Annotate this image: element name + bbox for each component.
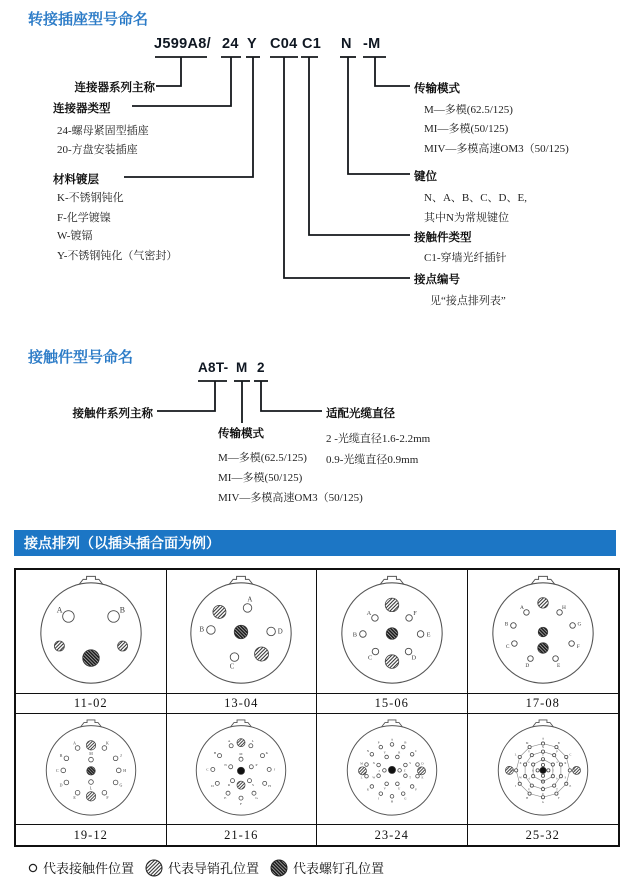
svg-text:j: j bbox=[542, 758, 544, 762]
plating-item: K-不锈钢钝化 bbox=[57, 192, 124, 204]
svg-text:A: A bbox=[72, 739, 76, 745]
plating-item: W-镀镉 bbox=[57, 230, 93, 242]
svg-text:U: U bbox=[397, 786, 401, 791]
svg-text:E: E bbox=[556, 662, 561, 669]
contact-type-item: C1-穿墙光纤插针 bbox=[424, 252, 507, 264]
plating-item: F-化学镀镍 bbox=[57, 212, 111, 224]
connector-diagram-23-24 bbox=[327, 716, 457, 823]
svg-text:D: D bbox=[59, 781, 63, 787]
svg-text:V: V bbox=[383, 786, 386, 791]
diameter-item: 2 -光缆直径1.6-2.2mm bbox=[326, 433, 431, 445]
transmission-mode-label2: 传输模式 bbox=[218, 428, 264, 440]
svg-text:A: A bbox=[247, 595, 253, 603]
connector-diagram-17-08 bbox=[470, 572, 616, 692]
svg-text:L: L bbox=[89, 784, 92, 790]
svg-text:L: L bbox=[514, 753, 517, 757]
svg-text:E: E bbox=[421, 774, 424, 779]
svg-text:c: c bbox=[542, 784, 544, 788]
svg-text:G: G bbox=[255, 795, 259, 800]
svg-text:M: M bbox=[525, 741, 529, 745]
svg-text:A: A bbox=[366, 609, 372, 617]
mode-item: M—多模(62.5/125) bbox=[424, 104, 513, 116]
connector-diagram-15-06 bbox=[319, 572, 465, 692]
mode-item: MIV—多模高速OM3（50/125) bbox=[424, 143, 569, 155]
connector-diagram-cell-15-06 bbox=[317, 570, 468, 694]
svg-text:X: X bbox=[519, 761, 522, 765]
connector-diagram-cell-17-08 bbox=[468, 570, 619, 694]
svg-text:J: J bbox=[377, 795, 379, 800]
svg-text:g: g bbox=[542, 779, 544, 783]
svg-text:C: C bbox=[505, 643, 510, 650]
svg-text:A: A bbox=[541, 737, 544, 741]
svg-text:R: R bbox=[564, 761, 567, 765]
svg-text:h: h bbox=[531, 768, 534, 772]
svg-text:A: A bbox=[519, 604, 524, 611]
svg-text:S: S bbox=[409, 760, 411, 765]
svg-text:E: E bbox=[224, 795, 227, 800]
pin-arrangement-table bbox=[14, 568, 620, 847]
pin-arrangement-caption-25-32: 25-32 bbox=[525, 827, 560, 842]
svg-text:H: H bbox=[561, 604, 566, 611]
mode-item: MI—多模(50/125) bbox=[218, 472, 303, 484]
connector-diagram-21-16 bbox=[176, 716, 306, 823]
svg-text:C: C bbox=[55, 767, 59, 773]
svg-text:K: K bbox=[265, 750, 269, 755]
svg-text:T: T bbox=[408, 775, 411, 780]
svg-text:A: A bbox=[56, 605, 63, 615]
svg-text:D: D bbox=[411, 654, 416, 662]
key-position-label: 键位 bbox=[414, 171, 437, 183]
svg-text:J: J bbox=[274, 767, 276, 772]
svg-text:H: H bbox=[525, 796, 528, 800]
transmission-mode-label: 传输模式 bbox=[414, 83, 460, 95]
svg-text:Y: Y bbox=[527, 749, 530, 753]
svg-text:E: E bbox=[569, 784, 572, 788]
mode-item: M—多模(62.5/125) bbox=[218, 452, 307, 464]
connector-diagram-cell-13-04 bbox=[167, 570, 318, 694]
section1-title: 转接插座型号命名 bbox=[28, 11, 149, 28]
connector-diagram-13-04 bbox=[168, 572, 314, 692]
pin-arrangement-caption-17-08: 17-08 bbox=[468, 694, 619, 714]
pin-arrangement-banner: 接点排列（以插头插合面为例） bbox=[14, 530, 616, 556]
svg-text:C: C bbox=[230, 662, 235, 670]
svg-text:D: D bbox=[277, 627, 283, 635]
svg-text:F: F bbox=[240, 801, 243, 806]
key-item: N、A、B、C、D、E, bbox=[424, 192, 527, 204]
svg-text:P: P bbox=[555, 749, 558, 753]
key-item: 其中N为常规键位 bbox=[424, 212, 509, 224]
connector-type-label: 连接器类型 bbox=[53, 103, 111, 115]
svg-text:B: B bbox=[352, 630, 357, 638]
svg-text:U: U bbox=[541, 792, 544, 796]
svg-text:N: N bbox=[366, 748, 369, 753]
svg-text:W: W bbox=[372, 775, 376, 780]
svg-text:B: B bbox=[504, 621, 509, 628]
model-seg-key: N bbox=[341, 36, 352, 52]
svg-text:G: G bbox=[404, 795, 407, 800]
pin-arrangement-caption-23-24: 23-24 bbox=[317, 825, 468, 845]
svg-text:K: K bbox=[105, 739, 109, 745]
svg-text:M: M bbox=[359, 761, 363, 766]
svg-text:F: F bbox=[412, 609, 417, 617]
legend-contact-text: 代表接触件位置 bbox=[43, 861, 135, 876]
pin-number-label: 接点编号 bbox=[414, 274, 460, 286]
svg-text:C: C bbox=[206, 767, 209, 772]
svg-text:K: K bbox=[366, 787, 369, 792]
model2-seg-series: A8T- bbox=[198, 360, 229, 375]
model-seg-type: 24 bbox=[222, 36, 239, 52]
svg-text:M: M bbox=[239, 751, 243, 756]
svg-text:B: B bbox=[404, 740, 407, 745]
model2-seg-mode: M bbox=[236, 360, 248, 375]
svg-text:P: P bbox=[377, 740, 380, 745]
model2-seg-diameter: 2 bbox=[257, 360, 265, 375]
contact-series-label: 接触件系列主称 bbox=[72, 408, 153, 420]
series-name-label: 连接器系列主称 bbox=[74, 82, 155, 94]
section2-title: 接触件型号命名 bbox=[28, 349, 134, 366]
svg-text:C: C bbox=[414, 748, 417, 753]
svg-text:F: F bbox=[106, 794, 109, 800]
svg-text:J: J bbox=[119, 752, 122, 758]
guide-pin-hole-icon bbox=[145, 859, 163, 877]
svg-text:S: S bbox=[564, 776, 566, 780]
model-seg-plating: Y bbox=[247, 36, 257, 52]
svg-text:A: A bbox=[390, 736, 393, 741]
svg-text:S: S bbox=[252, 782, 255, 787]
svg-text:J: J bbox=[514, 784, 516, 788]
svg-text:R: R bbox=[397, 749, 401, 754]
svg-text:a: a bbox=[556, 760, 558, 764]
svg-text:H: H bbox=[268, 783, 271, 788]
svg-text:G: G bbox=[577, 621, 582, 628]
svg-text:F: F bbox=[414, 787, 417, 792]
connector-diagram-cell-23-24 bbox=[317, 714, 468, 825]
connector-diagram-19-12 bbox=[26, 716, 156, 823]
svg-text:D: D bbox=[525, 662, 530, 669]
svg-text:N: N bbox=[224, 762, 228, 767]
svg-text:C: C bbox=[569, 753, 572, 757]
connector-diagram-cell-11-02 bbox=[16, 570, 167, 694]
diameter-item: 0.9-光缆直径0.9mm bbox=[326, 454, 419, 466]
cable-diameter-label: 适配光缆直径 bbox=[326, 408, 395, 420]
svg-text:B: B bbox=[119, 605, 125, 615]
svg-text:N: N bbox=[541, 745, 544, 749]
svg-text:F: F bbox=[557, 796, 560, 800]
svg-text:f: f bbox=[552, 768, 554, 772]
svg-text:D: D bbox=[421, 761, 424, 766]
pin-arrangement-caption-21-16: 21-16 bbox=[167, 825, 318, 845]
svg-text:D: D bbox=[573, 768, 576, 772]
legend-screw-text: 代表螺钉孔位置 bbox=[293, 861, 385, 876]
svg-text:B: B bbox=[557, 741, 560, 745]
pin-legend bbox=[28, 858, 390, 877]
svg-text:D: D bbox=[211, 783, 215, 788]
pin-arrangement-caption-15-06: 15-06 bbox=[317, 694, 468, 714]
model-seg-contact: C1 bbox=[302, 36, 322, 52]
svg-text:G: G bbox=[119, 781, 123, 787]
model-seg-pincode: C04 bbox=[270, 36, 298, 52]
svg-text:V: V bbox=[527, 787, 530, 791]
connector-diagram-11-02 bbox=[18, 572, 164, 692]
legend-guide-text: 代表导销孔位置 bbox=[168, 861, 260, 876]
svg-text:L: L bbox=[360, 774, 363, 779]
contact-type-label: 接触件类型 bbox=[414, 232, 472, 244]
svg-text:H: H bbox=[390, 798, 393, 803]
connector-type-item: 24-螺母紧固型插座 bbox=[57, 125, 149, 137]
svg-text:B: B bbox=[199, 625, 205, 633]
svg-text:L: L bbox=[252, 738, 255, 743]
svg-text:d: d bbox=[528, 777, 530, 781]
svg-text:K: K bbox=[510, 768, 513, 772]
svg-text:G: G bbox=[541, 800, 544, 804]
svg-text:A: A bbox=[228, 738, 231, 743]
svg-text:C: C bbox=[367, 654, 373, 662]
svg-text:E: E bbox=[73, 794, 76, 800]
svg-text:M: M bbox=[88, 750, 93, 756]
svg-text:B: B bbox=[59, 752, 63, 758]
connector-diagram-cell-19-12 bbox=[16, 714, 167, 825]
svg-text:E: E bbox=[426, 631, 431, 639]
contact-position-icon bbox=[28, 863, 38, 873]
pin-arrangement-caption-13-04: 13-04 bbox=[167, 694, 318, 714]
model-seg-series: J599A8/ bbox=[154, 36, 211, 52]
svg-text:Z: Z bbox=[541, 752, 544, 756]
svg-text:e: e bbox=[528, 760, 530, 764]
connector-diagram-cell-25-32 bbox=[468, 714, 619, 825]
svg-text:B: B bbox=[214, 750, 217, 755]
svg-text:Z: Z bbox=[403, 767, 406, 772]
svg-text:R: R bbox=[228, 782, 231, 787]
pin-number-item: 见“接点排列表” bbox=[430, 295, 506, 307]
svg-text:W: W bbox=[518, 776, 522, 780]
svg-text:F: F bbox=[576, 643, 580, 650]
svg-text:X: X bbox=[372, 760, 375, 765]
svg-text:b: b bbox=[556, 777, 558, 781]
mode-item: MI—多模(50/125) bbox=[424, 123, 509, 135]
svg-text:T: T bbox=[555, 787, 558, 791]
connector-type-item: 20-方盘安装插座 bbox=[57, 144, 138, 156]
plating-label: 材料镀层 bbox=[53, 174, 99, 186]
mode-item: MIV—多模高速OM3（50/125) bbox=[218, 492, 363, 504]
model-seg-mode: -M bbox=[363, 36, 381, 52]
plating-item: Y-不锈钢钝化（气密封） bbox=[57, 250, 178, 262]
svg-text:P: P bbox=[255, 762, 258, 767]
svg-text:Y: Y bbox=[383, 749, 386, 754]
pin-arrangement-caption-11-02: 11-02 bbox=[16, 694, 167, 714]
connector-diagram-25-32 bbox=[478, 716, 608, 823]
connector-diagram-cell-21-16 bbox=[167, 714, 318, 825]
screw-hole-icon bbox=[270, 859, 288, 877]
pin-arrangement-caption-19-12: 19-12 bbox=[16, 825, 167, 845]
svg-text:a: a bbox=[378, 767, 380, 772]
svg-text:H: H bbox=[122, 767, 126, 773]
